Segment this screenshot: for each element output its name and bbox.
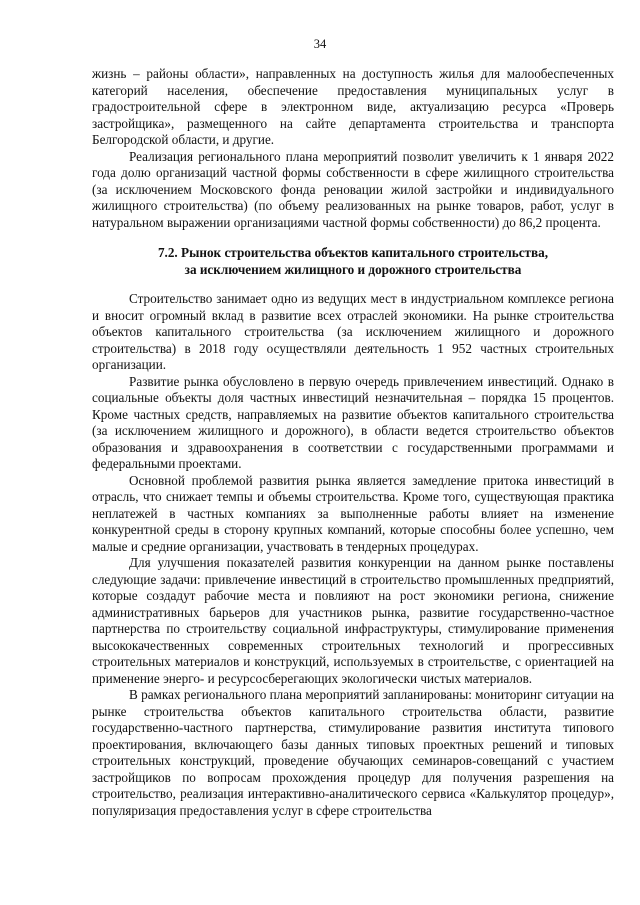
section-paragraph-2: Развитие рынка обусловлено в первую очередь привлечением инвестиций. Однако в социальные объекты доля частных инвестиций незначительная – порядка 15 процентов. Кроме частных средств, направляемых на развитие объектов капитального строительства (за исключением жилищного и дорожного), в области ведется строительство объектов образования и здравоохранения в соответствии с государственными программами и федеральными проектами.: [92, 373, 614, 471]
section-heading-line-2: за исключением жилищного и дорожного строительства: [184, 261, 522, 277]
section-paragraph-1: Строительство занимает одно из ведущих мест в индустриальном комплексе региона и вносит огромный вклад в развитие всех отраслей экономики. На рынке строительства объектов капитального строительства (за исключением жилищного и дорожного строительства) в 2018 году осуществляли деятельность 1 952 частных строительных организации.: [92, 291, 614, 372]
section-paragraph-3: Основной проблемой развития рынка является замедление притока инвестиций в отрасль, что снижает темпы и объемы строительства. Кроме того, существующая практика неплатежей в частных компаниях за выполненные работы влияет на изменение конкурентной среды в сторону крупных компаний, которые способны более успешно, чем малые и средние организации, участвовать в тендерных процедурах.: [92, 472, 614, 554]
section-paragraph-5: В рамках регионального плана мероприятий запланированы: мониторинг ситуации на рынке строительства объектов капитального строительства области, развитие государственно-частного партнерства, стимулирование развития института типового проектирования, включающего базы данных типовых проектных решений и типовых строительных конструкций, проведение обучающих семинаров-совещаний с участием застройщиков по вопросам прохождения процедур для получения разрешения на строительство, реализация интерактивно-аналитического сервиса «Калькулятор процедур», популяризация предоставления услуг в сфере строительства: [92, 687, 614, 818]
page-number: 34: [313, 37, 327, 51]
intro-paragraph: Реализация регионального плана мероприятий позволит увеличить к 1 января 2022 года долю организаций частной формы собственности в сфере жилищного строительства (за исключением Московского фонда реновации жилой застройки и индивидуального жилищного строительства) (по объему реализованных на рынке товаров, работ, услуг в натуральном выражении организациями частной формы собственности) до 86,2 процента.: [92, 148, 614, 230]
intro-paragraph-continuation: жизнь – районы области», направленных на доступность жилья для малообеспеченных категорий населения, обеспечение предоставления муниципальных услуг в градостроительной сфере в электронном виде, актуализацию ресурса «Проверь застройщика», размещенного на сайте департамента строительства и транспорта Белгородской области, и другие.: [92, 66, 614, 147]
section-heading: [92, 245, 614, 278]
page-body: [92, 66, 614, 819]
section-heading-line-1: 7.2. Рынок строительства объектов капитального строительства,: [157, 245, 549, 260]
section-paragraph-4: Для улучшения показателей развития конкуренции на данном рынке поставлены следующие задачи: привлечение инвестиций в строительство промышленных предприятий, которые создадут рабочие места и повлияют на рост экономики региона, снижение административных барьеров для участников рынка, развитие государственно-частное партнерства по строительству социальной инфраструктуры, стимулирование применения высококачественных современных строительных технологий и прогрессивных строительных материалов и конструкций, используемых в строительстве, с ориентацией на применение энерго- и ресурсосберегающих экологически чистых материалов.: [92, 555, 614, 686]
